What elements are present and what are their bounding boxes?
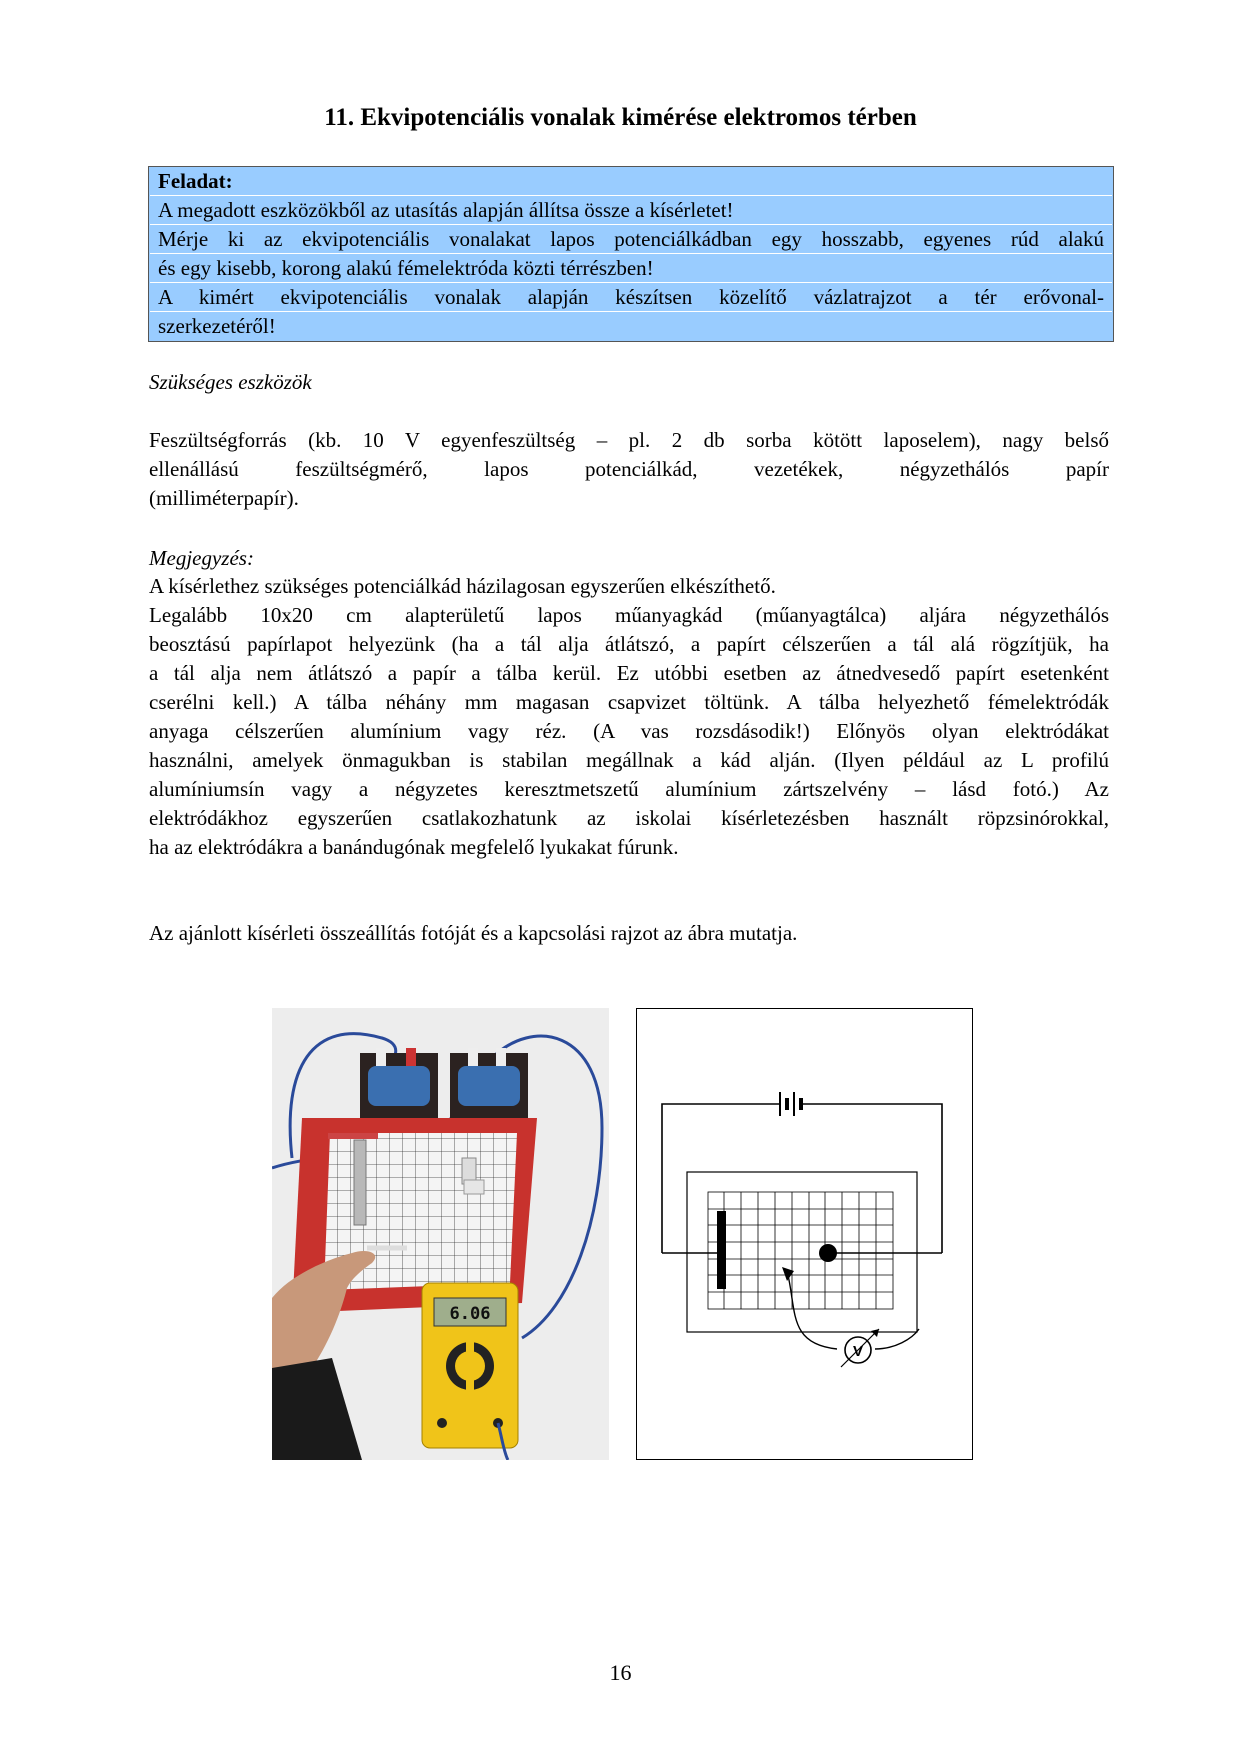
multimeter-reading: 6.06 [449, 1304, 491, 1324]
task-line: Mérje ki az ekvipotenciális vonalakat lapos potenciálkádban egy hosszabb, egyenes rúd alakú [150, 225, 1112, 254]
paragraph-line: használni, amelyek önmagukban is stabilan megállnak a kád alján. (Ilyen például az L profilú [149, 748, 1109, 772]
paragraph-line: cserélni kell.) A tálba néhány mm magasan csapvizet töltünk. A tálba helyezhető fémelektródák [149, 690, 1109, 714]
setup-photo-drawing [272, 1008, 609, 1460]
paragraph-line: anyaga célszerűen alumínium vagy réz. (A vas rozsdásodik!) Előnyös olyan elektródákat [149, 719, 1109, 743]
setup-photo [272, 1008, 609, 1460]
equipment-heading: Szükséges eszközök [149, 370, 312, 394]
paragraph-line: ha az elektródákra a banándugónak megfelelő lyukakat fúrunk. [149, 835, 679, 859]
circuit-diagram [636, 1008, 973, 1460]
paragraph-line: A kísérlethez szükséges potenciálkád házilagosan egyszerűen elkészíthető. [149, 574, 776, 598]
circuit-diagram-drawing [637, 1009, 972, 1459]
rod-electrode [717, 1211, 726, 1289]
disc-electrode [819, 1244, 837, 1262]
paragraph-line: beosztású papírlapot helyezünk (ha a tál alja átlátszó, a papírt célszerűen a tál alá rögzítjük, ha [149, 632, 1109, 656]
equipment-paragraph [149, 426, 1109, 513]
grid-paper [708, 1192, 893, 1309]
probe-wire [787, 1271, 837, 1349]
task-line: A megadott eszközökből az utasítás alapján állítsa össze a kísérletet! [150, 196, 1112, 225]
note-paragraph [149, 572, 1109, 862]
page-title: 11. Ekvipotenciális vonalak kimérése elektromos térben [324, 104, 917, 131]
paragraph-line: Legalább 10x20 cm alapterületű lapos műanyagkád (műanyagtálca) aljára négyzethálós [149, 603, 1109, 627]
paragraph-line: ellenállású feszültségmérő, lapos potenciálkád, vezetékek, négyzethálós papír [149, 457, 1109, 481]
figure-caption [149, 919, 1109, 948]
paragraph-line: a tál alja nem átlátszó a papír a tálba kerül. Ez utóbbi esetben az átnedvesedő papírt esetenként [149, 661, 1109, 685]
voltmeter-label: V [852, 1343, 864, 1360]
paragraph-line: Feszültségforrás (kb. 10 V egyenfeszültség – pl. 2 db sorba kötött laposelem), nagy belső [149, 428, 1109, 452]
paragraph-line: (milliméterpapír). [149, 486, 299, 510]
task-line: és egy kisebb, korong alakú fémelektróda közti térrészben! [150, 254, 1112, 283]
paragraph-line: alumíniumsín vagy a négyzetes keresztmetszetű alumínium zártszelvény – lásd fotó.) Az [149, 777, 1109, 801]
task-heading: Feladat: [150, 167, 1112, 196]
caption-line: Az ajánlott kísérleti összeállítás fotóját és a kapcsolási rajzot az ábra mutatja. [149, 921, 798, 945]
task-line: A kimért ekvipotenciális vonalak alapján készítsen közelítő vázlatrajzot a tér erővonal- [150, 283, 1112, 312]
circuit-wire [801, 1104, 942, 1253]
paragraph-line: elektródákhoz egyszerűen csatlakozhatunk az iskolai kísérletezésben használt röpzsinórokkal, [149, 806, 1109, 830]
task-line: szerkezetéről! [158, 314, 276, 338]
task-box [148, 166, 1114, 342]
page-number: 16 [609, 1660, 632, 1685]
note-heading: Megjegyzés: [149, 546, 254, 570]
